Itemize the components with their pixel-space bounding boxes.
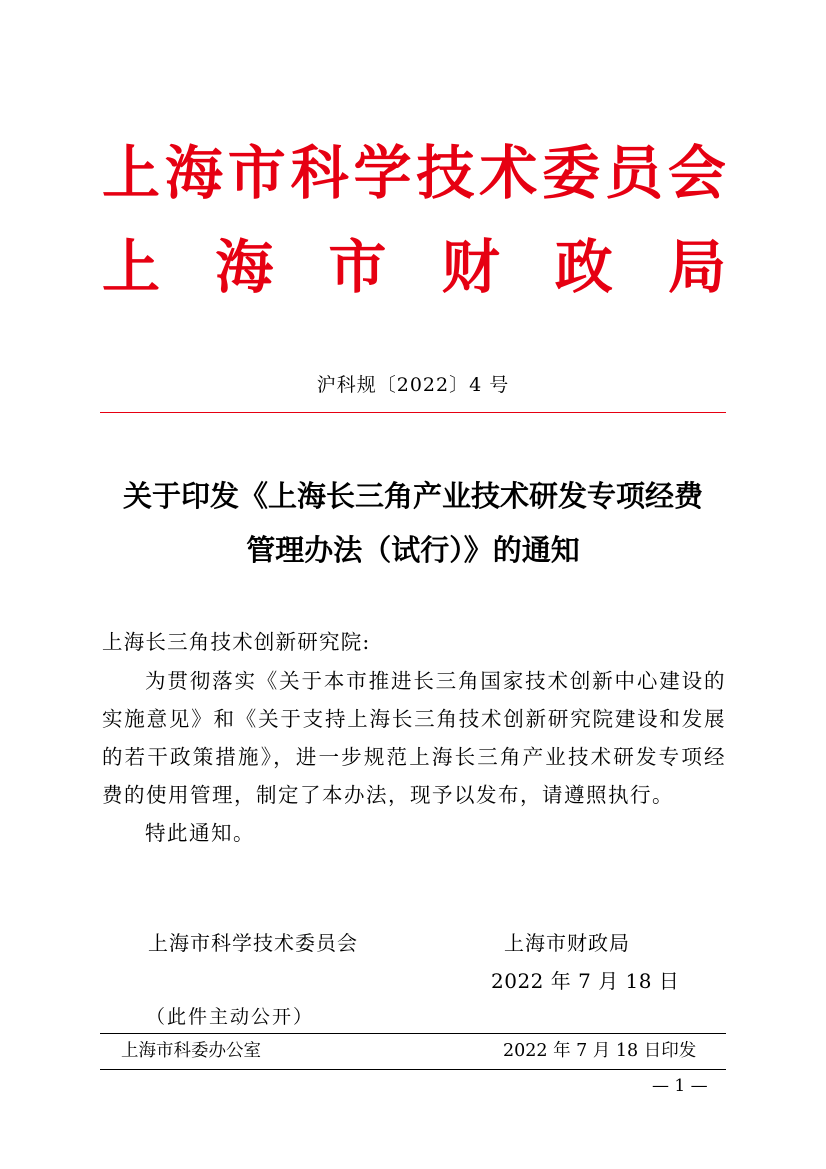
issuing-authority-header-2: [102, 232, 726, 302]
signature-date: 2022 年 7 月 18 日: [491, 969, 680, 993]
document-number: 沪科规〔2022〕4 号: [316, 374, 510, 396]
document-title-line-1: 关于印发《上海长三角产业技术研发专项经费: [122, 479, 703, 513]
signature-finance-bureau: 上海市财政局: [504, 931, 630, 955]
header-char: 市: [227, 139, 286, 207]
body-paragraph: 为贯彻落实《关于本市推进长三角国家技术创新中心建设的实施意见》和《关于支持上海长三角技术创新研究院建设和发展的若干政策措施》，进一步规范上海长三角产业技术研发专项经费的使用管理，制定了本办法，现予以发布，请遵照执行。: [102, 669, 726, 807]
header-char: 员: [605, 139, 664, 207]
header-char: 委: [542, 139, 601, 207]
red-divider: [100, 412, 726, 413]
header-char: 上: [102, 139, 161, 207]
signature-science-commission: 上海市科学技术委员会: [148, 931, 358, 955]
header-char: 海: [215, 233, 274, 301]
issuing-authority-header-1: [102, 138, 726, 208]
header-char: 科: [290, 139, 349, 207]
header-char: 上: [102, 233, 161, 301]
header-char: 市: [328, 233, 387, 301]
closing-paragraph: 特此通知。: [145, 821, 255, 845]
header-char: 学: [353, 139, 412, 207]
salutation: 上海长三角技术创新研究院:: [102, 630, 371, 654]
footer-rule-top: [100, 1033, 726, 1034]
header-char: 财: [441, 233, 500, 301]
issuing-office: 上海市科委办公室: [121, 1041, 261, 1061]
header-char: 海: [164, 139, 223, 207]
header-char: 技: [416, 139, 475, 207]
document-title-line-2: 管理办法（试行）》的通知: [246, 533, 580, 567]
footer-rule-bottom: [100, 1069, 726, 1070]
header-char: 局: [667, 233, 726, 301]
issue-date: 2022 年 7 月 18 日印发: [503, 1041, 697, 1061]
header-char: 会: [667, 139, 726, 207]
header-char: 政: [554, 233, 613, 301]
page-number: — 1 —: [652, 1076, 708, 1096]
header-char: 术: [479, 139, 538, 207]
public-disclosure-note: （此件主动公开）: [146, 1006, 315, 1028]
